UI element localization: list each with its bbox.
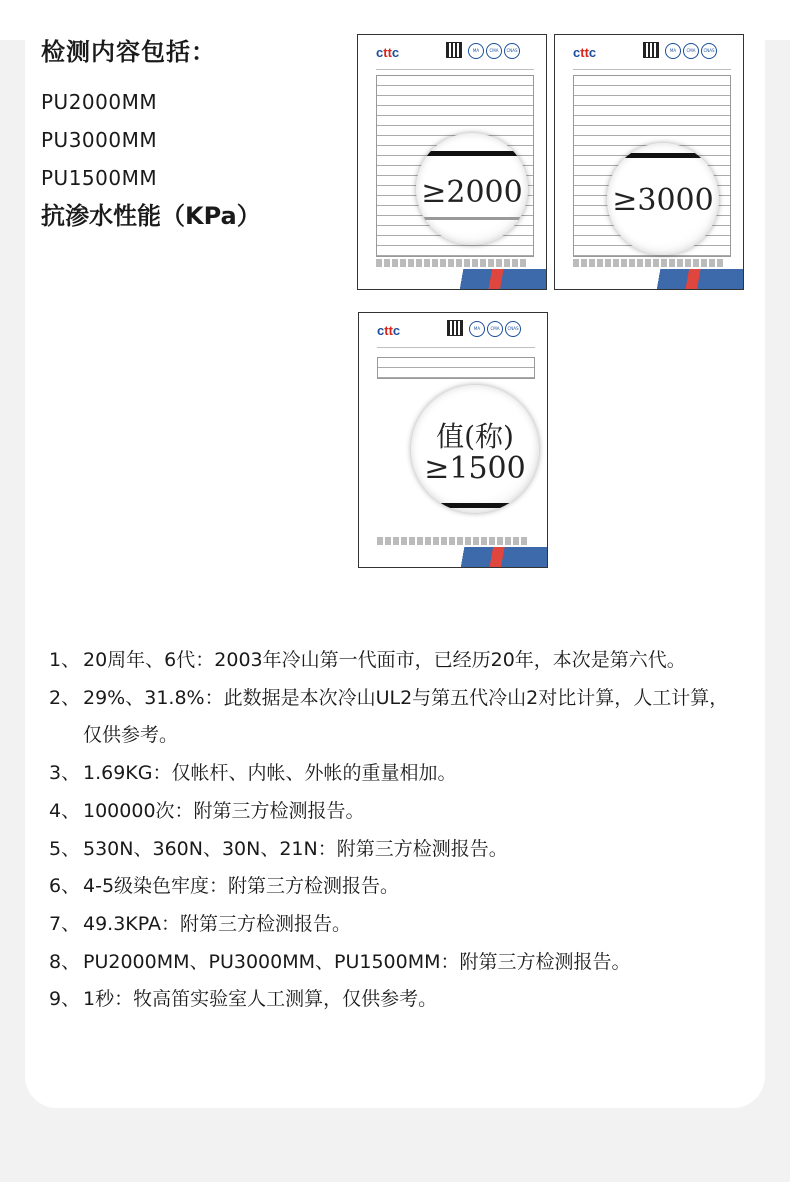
list-index: 9、 — [49, 988, 81, 1011]
list-item — [49, 642, 749, 680]
report-footer — [358, 269, 546, 289]
list-item — [49, 831, 749, 869]
list-text: 530N、360N、30N、21N：附第三方检测报告。 — [83, 837, 508, 860]
list-item — [49, 755, 749, 793]
performance-title: 抗渗水性能（KPa） — [41, 202, 261, 230]
ilac-seal-icon: MA — [468, 43, 484, 59]
cnas-seal-icon: CNAS — [504, 43, 520, 59]
list-text: 29%、31.8%：此数据是本次冷山UL2与第五代冷山2对比计算，人工计算，仅供参考。 — [83, 686, 729, 747]
model-item: PU2000MM — [41, 90, 158, 114]
cma-seal-icon: CMA — [683, 43, 699, 59]
magnified-label: 值(称) — [436, 420, 514, 453]
report-table — [377, 357, 535, 379]
test-report-image — [554, 34, 744, 290]
qr-code-icon — [447, 320, 463, 336]
list-text: 1.69KG：仅帐杆、内帐、外帐的重量相加。 — [83, 762, 457, 785]
list-text: PU2000MM、PU3000MM、PU1500MM：附第三方检测报告。 — [83, 950, 631, 973]
list-index: 7、 — [49, 912, 81, 935]
list-index: 1、 — [49, 649, 81, 671]
cma-seal-icon: CMA — [487, 321, 503, 337]
list-text: 20周年、6代：2003年冷山第一代面市，已经历20年，本次是第六代。 — [83, 649, 686, 671]
cttc-logo: cttc — [377, 323, 401, 338]
list-index: 5、 — [49, 837, 81, 860]
magnifier-lens — [416, 133, 528, 245]
cnas-seal-icon: CNAS — [701, 43, 717, 59]
list-text: 1秒：牧高笛实验室人工测算，仅供参考。 — [83, 988, 438, 1011]
cnas-seal-icon: CNAS — [505, 321, 521, 337]
magnifier-lens — [607, 143, 719, 255]
list-index: 3、 — [49, 762, 81, 785]
qr-code-icon — [446, 42, 462, 58]
qr-code-icon — [643, 42, 659, 58]
model-item: PU1500MM — [41, 166, 158, 190]
report-header — [555, 35, 743, 67]
ilac-seal-icon: MA — [469, 321, 485, 337]
test-report-image — [358, 312, 548, 568]
list-item — [49, 944, 749, 982]
list-item — [49, 906, 749, 944]
magnifier-lens — [411, 385, 539, 513]
test-report-image — [357, 34, 547, 290]
list-item — [49, 680, 749, 755]
report-header — [359, 313, 547, 345]
report-footer — [555, 269, 743, 289]
ilac-seal-icon: MA — [665, 43, 681, 59]
list-text: 100000次：附第三方检测报告。 — [83, 799, 365, 822]
model-item: PU3000MM — [41, 128, 158, 152]
magnified-value: ≥3000 — [612, 183, 714, 218]
section-title: 检测内容包括： — [41, 38, 216, 66]
footnotes-list — [49, 642, 749, 1019]
cma-seal-icon: CMA — [486, 43, 502, 59]
list-text: 4-5级染色牢度：附第三方检测报告。 — [83, 875, 400, 898]
list-index: 4、 — [49, 799, 81, 822]
report-header — [358, 35, 546, 67]
list-item — [49, 981, 749, 1019]
list-text: 49.3KPA：附第三方检测报告。 — [83, 912, 352, 935]
cttc-logo: cttc — [573, 45, 597, 60]
list-index: 8、 — [49, 950, 81, 973]
magnified-value: ≥2000 — [421, 175, 523, 210]
report-footer — [359, 547, 547, 567]
list-item — [49, 868, 749, 906]
cttc-logo: cttc — [376, 45, 400, 60]
list-index: 6、 — [49, 875, 81, 898]
list-item — [49, 793, 749, 831]
list-index: 2、 — [49, 686, 81, 709]
magnified-value: ≥1500 — [424, 451, 526, 486]
